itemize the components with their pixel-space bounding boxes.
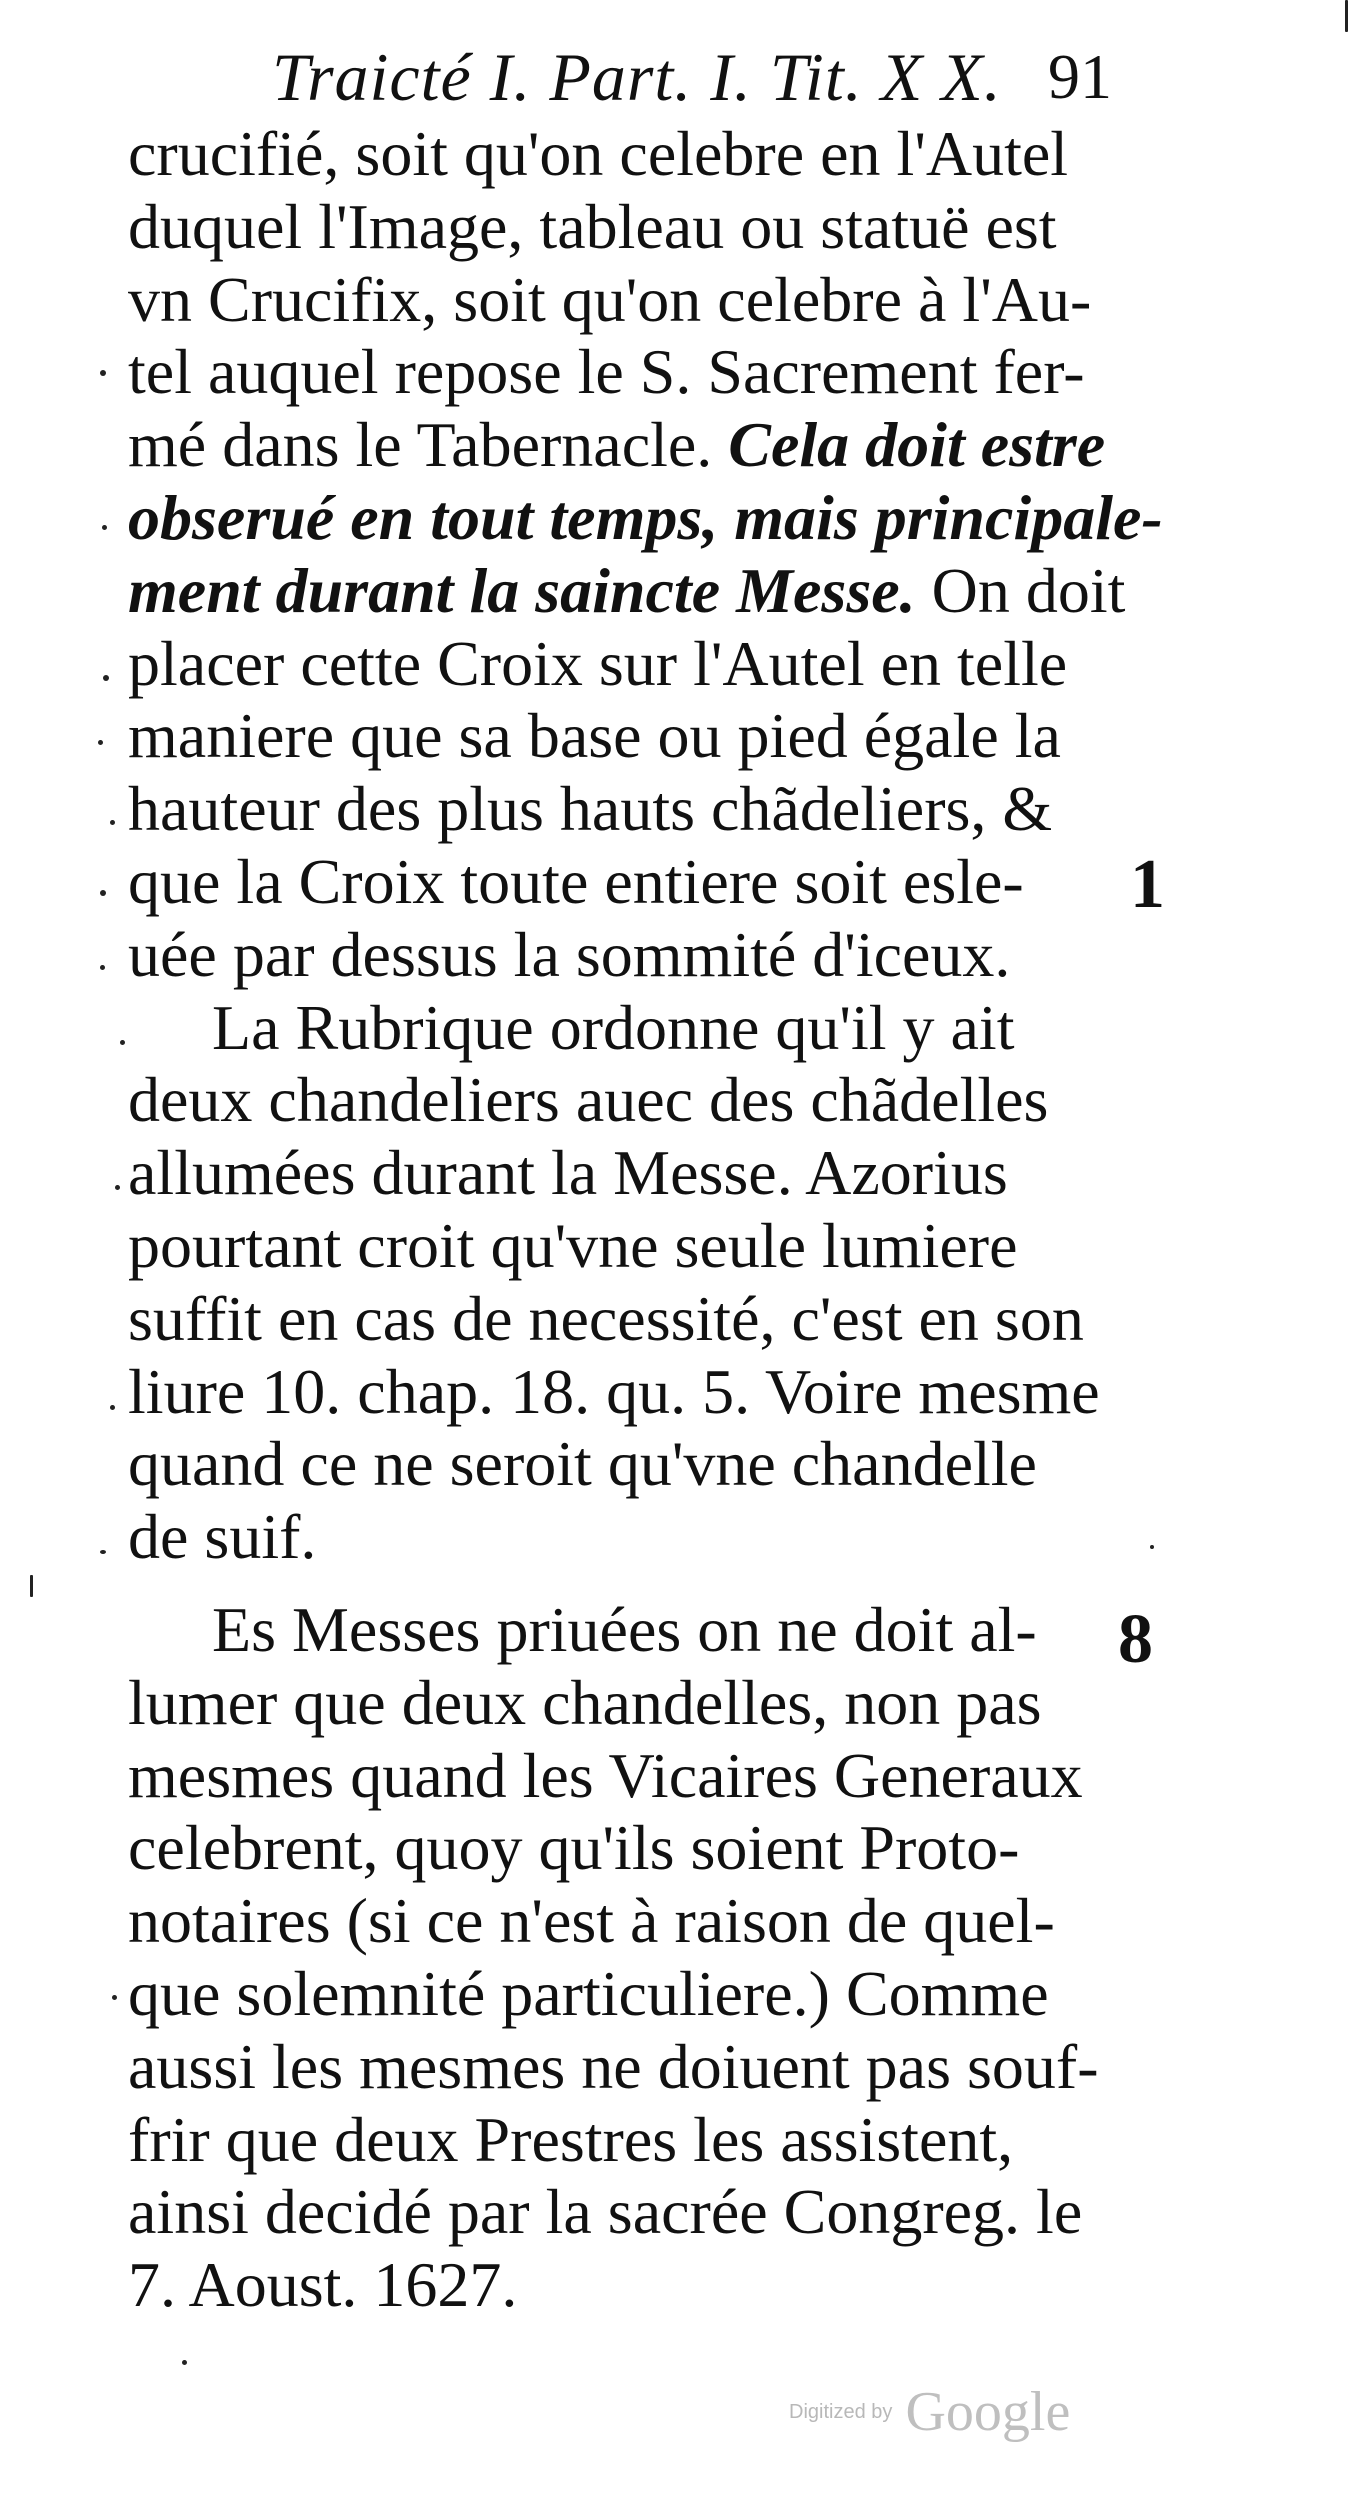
- text-line: celebrent, quoy qu'ils soient Proto-: [128, 1812, 1020, 1884]
- running-head: Traicté I. Part. I. Tit. X X.: [272, 39, 1002, 115]
- digitization-attribution: [789, 2380, 1089, 2450]
- text-line: [128, 554, 1126, 628]
- ink-speck: [1150, 1545, 1154, 1549]
- text-line: lumer que deux chandelles, non pas: [128, 1666, 1042, 1738]
- ink-speck: [110, 1405, 115, 1410]
- italic-segment: Cela doit estre: [728, 409, 1106, 481]
- text-line: placer cette Croix sur l'Autel en telle: [128, 627, 1068, 699]
- ink-speck: [115, 1185, 120, 1190]
- text-line: allumées durant la Messe. Azorius: [128, 1137, 1008, 1209]
- text-segment: mé dans le Tabernacle.: [128, 409, 713, 481]
- body-text: [128, 118, 1163, 2322]
- text-line: que solemnité particuliere.) Comme: [128, 1957, 1049, 2029]
- ink-speck: [100, 965, 105, 970]
- text-line: suffit en cas de necessité, c'est en son: [128, 1282, 1084, 1354]
- text-line: uée par dessus la sommité d'iceux.: [128, 918, 1011, 990]
- text-line: maniere que sa base ou pied égale la: [128, 700, 1061, 772]
- text-line: notaires (si ce n'est à raison de quel-: [128, 1885, 1055, 1957]
- ink-speck: [120, 1040, 125, 1045]
- page-number: 91: [1048, 41, 1112, 112]
- margin-note-1: 1: [1130, 846, 1165, 923]
- ink-speck: [100, 370, 106, 376]
- paragraph-2: [128, 992, 1118, 1574]
- italic-segment: ment durant la saincte Messe.: [128, 554, 916, 626]
- text-line: quand ce ne seroit qu'vne chandelle: [128, 1428, 1037, 1500]
- text-line: [128, 409, 1118, 482]
- text-line: pourtant croit qu'vne seule lumiere: [128, 1209, 1018, 1281]
- ink-speck: [100, 890, 106, 896]
- text-line: La Rubrique ordonne qu'il y ait: [212, 991, 1015, 1063]
- text-line: mesmes quand les Vicaires Generaux: [128, 1739, 1083, 1811]
- text-line: tel auquel repose le S. Sacrement fer-: [128, 336, 1085, 408]
- text-line: aussi les mesmes ne doiuent pas souf-: [128, 2030, 1099, 2102]
- paragraph-gap: [128, 1574, 1118, 1594]
- text-line: crucifié, soit qu'on celebre en l'Autel: [128, 118, 1069, 189]
- text-line: liure 10. chap. 18. qu. 5. Voire mesme: [128, 1355, 1100, 1427]
- text-segment: On doit: [931, 554, 1126, 626]
- ink-speck: [110, 820, 115, 825]
- italic-line: obserué en tout temps, mais principale-: [128, 481, 1163, 553]
- ink-speck: [112, 1995, 117, 2000]
- text-line: vn Crucifix, soit qu'on celebre à l'Au-: [128, 263, 1092, 335]
- paragraph-1: [128, 118, 1163, 992]
- ink-speck: [103, 675, 109, 681]
- ink-speck: [1345, 0, 1348, 32]
- text-line: que la Croix toute entiere soit esle-: [128, 845, 1024, 917]
- text-line: duquel l'Image, tableau ou statuë est: [128, 190, 1057, 262]
- page-header: [272, 32, 1112, 122]
- text-line: hauteur des plus hauts chãdeliers, &: [128, 773, 1053, 845]
- google-logo: Google: [905, 2381, 1071, 2443]
- margin-note-8: 8: [1118, 1601, 1153, 1678]
- text-line: de suif.: [128, 1501, 317, 1573]
- text-line: Es Messes priuées on ne doit al-: [212, 1593, 1037, 1665]
- ink-speck: [30, 1575, 33, 1597]
- ink-speck: [98, 740, 103, 745]
- text-line: frir que deux Prestres les assistent,: [128, 2103, 1014, 2175]
- ink-speck: [182, 2360, 187, 2365]
- text-line: ainsi decidé par la sacrée Congreg. le: [128, 2176, 1083, 2248]
- ink-speck: [102, 525, 107, 530]
- ink-speck: [100, 1550, 106, 1554]
- paragraph-3: [128, 1594, 1118, 2322]
- digitized-label: Digitized by: [789, 2400, 893, 2423]
- text-line: 7. Aoust. 1627.: [128, 2249, 518, 2321]
- text-line: deux chandeliers auec des chãdelles: [128, 1064, 1049, 1136]
